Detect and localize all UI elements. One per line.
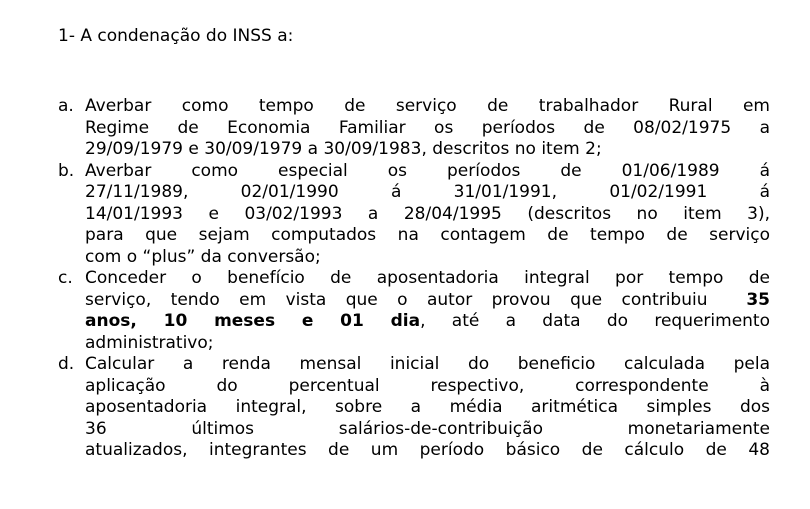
list-item-b	[58, 161, 770, 269]
item-text: , até a data do requerimento	[420, 311, 770, 331]
item-line: para que sejam computados na contagem de tempo de serviço	[85, 225, 770, 245]
bold-emphasis: 35	[746, 289, 770, 310]
item-line	[85, 311, 770, 333]
item-line: Conceder o benefício de aposentadoria integral por tempo de	[85, 268, 770, 288]
item-marker: b.	[58, 160, 75, 181]
item-line: administrativo;	[85, 332, 214, 353]
list-item-c	[58, 268, 770, 354]
item-line: aplicação do percentual respectivo, correspondente à	[85, 375, 770, 396]
item-marker: d.	[58, 354, 75, 374]
item-line: 29/09/1979 e 30/09/1979 a 30/09/1983, descritos no item 2;	[85, 139, 602, 159]
item-line: Regime de Economia Familiar os períodos de 08/02/1975 a	[85, 117, 770, 138]
item-line: 14/01/1993 e 03/02/1993 a 28/04/1995 (descritos no item 3),	[85, 203, 770, 224]
item-line: 36 últimos salários-de-contribuição monetariamente	[85, 418, 770, 439]
list-item-a	[58, 96, 770, 161]
item-line	[85, 290, 770, 312]
item-line: 27/11/1989, 02/01/1990 á 31/01/1991, 01/02/1991 á	[85, 182, 770, 202]
list-item-d	[58, 354, 770, 462]
item-line: Averbar como especial os períodos de 01/06/1989 á	[85, 160, 770, 181]
item-line: Averbar como tempo de serviço de trabalhador Rural em	[85, 96, 770, 116]
item-line: aposentadoria integral, sobre a média aritmética simples dos	[85, 397, 770, 417]
item-marker: c.	[58, 268, 73, 288]
item-line: com o “plus” da conversão;	[85, 246, 321, 267]
item-line: Calcular a renda mensal inicial do beneficio calculada pela	[85, 354, 770, 374]
item-line: atualizados, integrantes de um período básico de cálculo de 48	[85, 440, 770, 460]
bold-emphasis: anos, 10 meses e 01 dia	[85, 311, 421, 331]
request-list	[58, 96, 770, 462]
item-marker: a.	[58, 96, 74, 116]
item-text: serviço, tendo em vista que o autor provou que contribuiu	[85, 289, 708, 310]
section-heading: 1- A condenação do INSS a:	[58, 26, 294, 46]
